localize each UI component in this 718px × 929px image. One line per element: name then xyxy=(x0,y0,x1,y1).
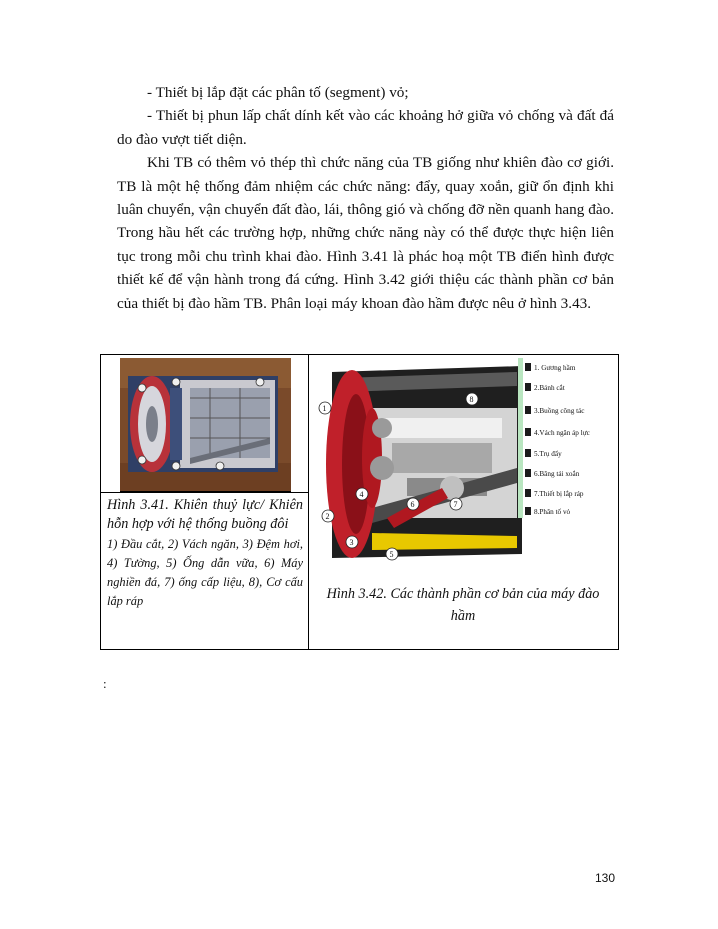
figure-3-41-caption xyxy=(101,492,308,649)
figure-3-42-cell xyxy=(309,355,618,649)
figure-3-41-parts: 1) Đầu cắt, 2) Vách ngăn, 3) Đệm hơi, 4) Tường, 5) Ống dẫn vữa, 6) Máy nghiền đá, 7) ống cấp liệu, 8), Cơ cấu lắp ráp xyxy=(107,537,303,608)
tbm-components-image xyxy=(312,358,612,572)
legend-item-5: 5.Trụ đẩy xyxy=(534,450,562,458)
tbm-description-paragraph: Khi TB có thêm vỏ thép thì chức năng của TB giống như khiên đào cơ giới. TB là một hệ thống đảm nhiệm các chức năng: đẩy, quay xoắn, giữ ổn định khi luân chuyển, vận chuyển đất đào, lái, thông gió và chống đỡ nền quanh hang đào. Trong hầu hết các trường hợp, những chức năng này có thể được thực hiện liên tục trong mỗi chu trình khai đào. Hình 3.41 là phác hoạ một TB điển hình được thiết kế để vận hành trong đá cứng. Hình 3.42 giới thiệu các thành phần cơ bản của thiết bị đào hầm TB. Phân loại máy khoan đào hầm được nêu ở hình 3.43. xyxy=(117,154,614,312)
legend-item-2: 2.Bánh cắt xyxy=(534,384,565,392)
callout-7: 7 xyxy=(453,500,458,509)
figure-3-41-title: Hình 3.41. Khiên thuỷ lực/ Khiên hỗn hợp với hệ thống buồng đôi xyxy=(107,497,303,532)
bullet-segment-install: - Thiết bị lắp đặt các phân tố (segment) vỏ; xyxy=(147,84,409,101)
callout-1: 1 xyxy=(322,404,327,413)
shield-machine-image xyxy=(120,358,291,492)
page-number: 130 xyxy=(595,871,616,885)
body-text xyxy=(117,81,614,315)
callout-5: 5 xyxy=(389,550,394,559)
callout-8: 8 xyxy=(469,395,474,404)
stray-colon: : xyxy=(103,676,107,691)
figure-3-41-cell xyxy=(101,355,309,649)
callout-2: 2 xyxy=(325,512,330,521)
callout-4: 4 xyxy=(359,490,364,499)
bullet-grout-injection: - Thiết bị phun lấp chất dính kết vào các khoảng hở giữa vỏ chống và đất đá do đào vượt tiết diện. xyxy=(117,107,614,148)
legend-item-3: 3.Buồng công tác xyxy=(534,407,585,415)
legend-item-4: 4.Vách ngăn áp lực xyxy=(534,429,590,437)
callout-3: 3 xyxy=(349,538,354,547)
legend-item-1: 1. Gương hầm xyxy=(534,364,576,372)
figure-3-42-caption: Hình 3.42. Các thành phần cơ bản của máy đào hầm xyxy=(326,586,600,624)
legend-item-7: 7.Thiết bị lắp ráp xyxy=(534,490,584,498)
legend-item-6: 6.Băng tải xoắn xyxy=(534,470,580,478)
figure-table xyxy=(100,354,619,650)
callout-6: 6 xyxy=(410,500,415,509)
legend-item-8: 8.Phân tố vỏ xyxy=(534,508,571,516)
